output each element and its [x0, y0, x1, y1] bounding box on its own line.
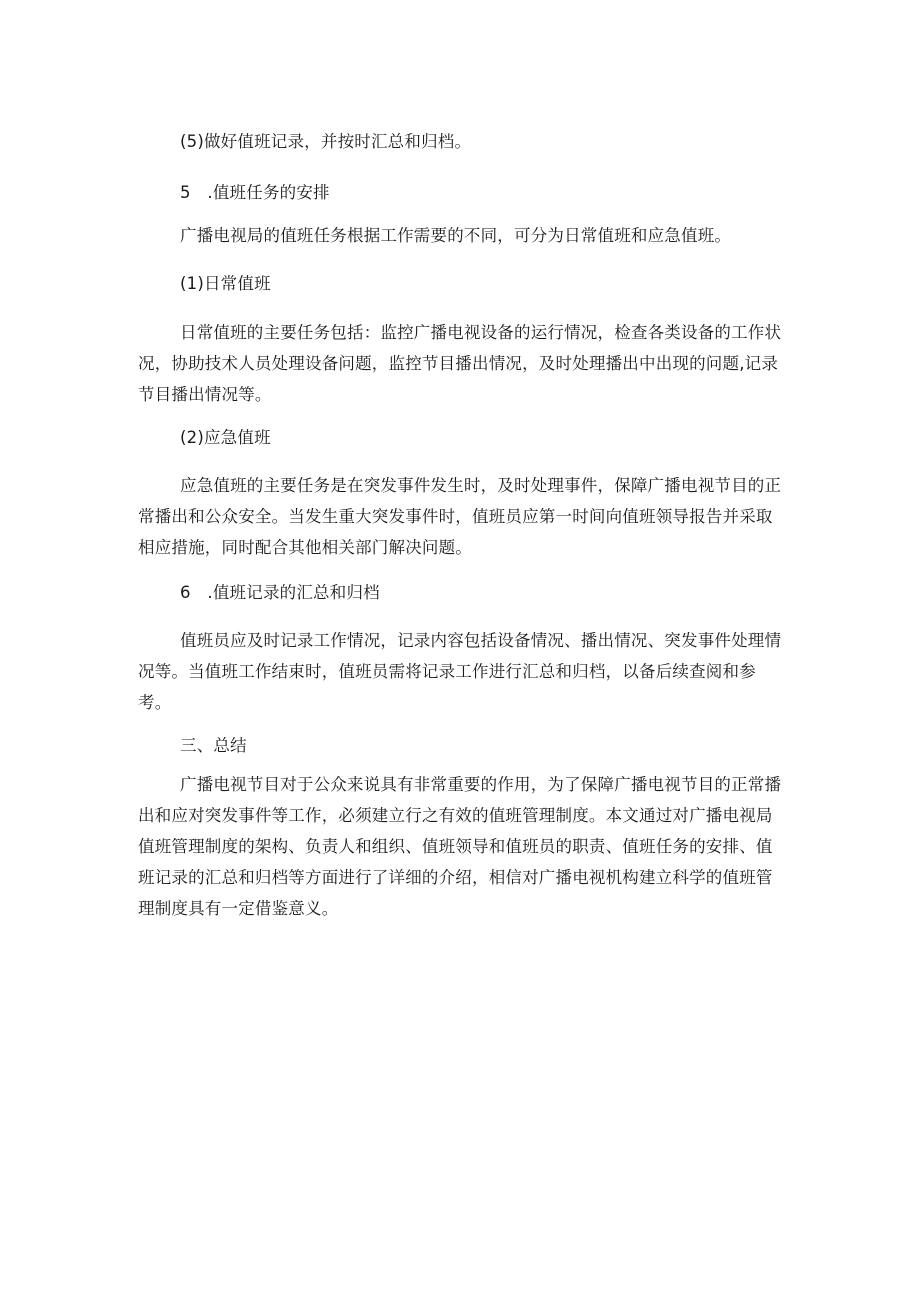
text-line: 值班员应及时记录工作情况，记录内容包括设备情况、播出情况、突发事件处理情	[180, 631, 782, 650]
text-line: (1)日常值班	[180, 274, 271, 293]
text-line: 理制度具有一定借鉴意义。	[138, 899, 339, 918]
text-line: 值班管理制度的架构、负责人和组织、值班领导和值班员的职责、值班任务的安排、值	[138, 837, 773, 856]
paragraph-record-archiving	[138, 625, 794, 718]
text-line: 6 .值班记录的汇总和归档	[180, 583, 380, 602]
paragraph-summary	[138, 769, 794, 924]
text-line: 三、总结	[180, 736, 247, 755]
text-line: 考。	[138, 693, 172, 712]
section-heading-summary	[138, 730, 794, 761]
text-line: 节目播出情况等。	[138, 385, 272, 404]
text-line: 况，协助技术人员处理设备问题，监控节目播出情况，及时处理播出中出现的问题,记录	[138, 354, 779, 373]
text-line: 相应措施，同时配合其他相关部门解决问题。	[138, 538, 472, 557]
text-line: (5)做好值班记录，并按时汇总和归档。	[180, 132, 472, 151]
subheading-emergency-duty	[138, 422, 794, 453]
text-line: 况等。当值班工作结束时，值班员需将记录工作进行汇总和归档，以备后续查阅和参	[138, 662, 756, 681]
text-line: 出和应对突发事件等工作，必须建立行之有效的值班管理制度。本文通过对广播电视局	[138, 806, 773, 825]
subheading-daily-duty	[138, 268, 794, 299]
text-line: 广播电视局的值班任务根据工作需要的不同，可分为日常值班和应急值班。	[180, 226, 732, 245]
text-line: 5 .值班任务的安排	[180, 183, 330, 202]
text-line: 日常值班的主要任务包括：监控广播电视设备的运行情况，检查各类设备的工作状	[180, 323, 782, 342]
paragraph-daily-duty	[138, 317, 794, 410]
paragraph-emergency-duty	[138, 470, 794, 563]
section-heading-record-archiving	[138, 577, 794, 608]
text-line: 班记录的汇总和归档等方面进行了详细的介绍，相信对广播电视机构建立科学的值班管	[138, 868, 773, 887]
section-heading-task-arrangement	[138, 177, 794, 208]
paragraph-duty-record-item	[138, 126, 794, 157]
text-line: 应急值班的主要任务是在突发事件发生时，及时处理事件，保障广播电视节目的正	[180, 476, 782, 495]
paragraph-task-types	[138, 220, 794, 251]
text-line: 常播出和公众安全。当发生重大突发事件时，值班员应第一时间向值班领导报告并采取	[138, 507, 773, 526]
text-line: (2)应急值班	[180, 428, 271, 447]
text-line: 广播电视节目对于公众来说具有非常重要的作用，为了保障广播电视节目的正常播	[180, 775, 782, 794]
